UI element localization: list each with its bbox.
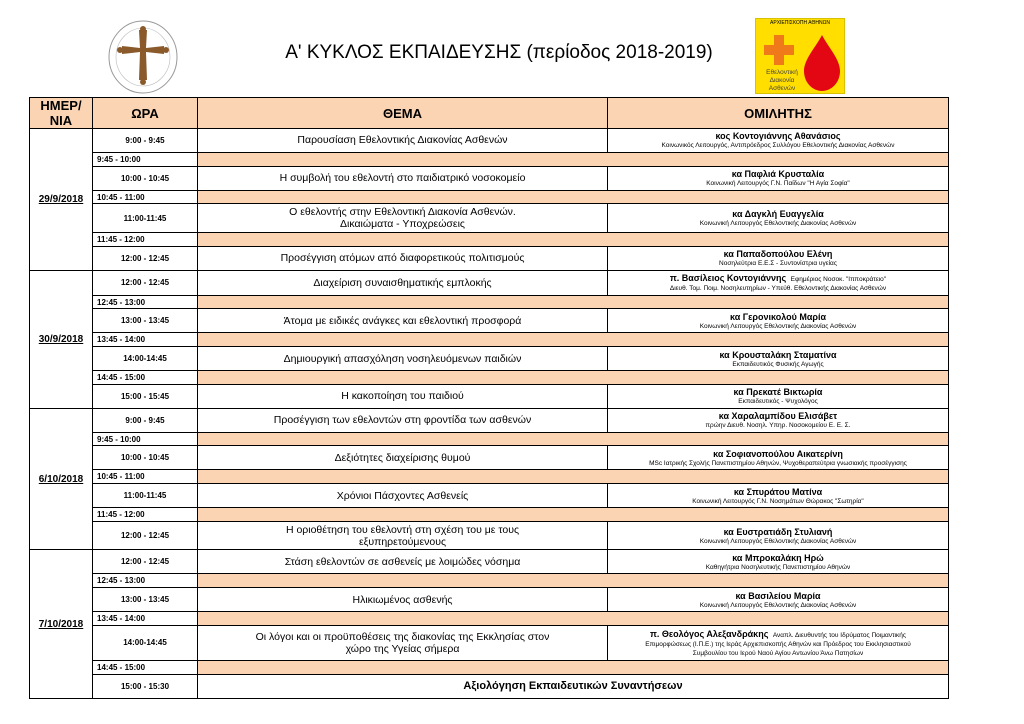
schedule-table [29,97,949,699]
theme-cell [198,484,608,508]
speaker-cell [608,408,949,432]
speaker-name: κα Χαραλαμπίδου Ελισάβετ [718,411,838,422]
break-fill-cell [198,295,949,309]
theme-text: Οι λόγοι και οι προϋποθέσεις της διακονίας της Εκκλησίας στον [255,630,550,643]
speaker-name-line [611,486,945,497]
session-row [30,347,949,371]
speaker-cell [608,204,949,233]
speaker-name-line [611,130,945,141]
day-date-cell: 29/9/2018 [30,129,93,271]
theme-text: Η οριοθέτηση του εθελοντή στη σχέση του με τους [285,523,520,536]
speaker-cell [608,588,949,612]
speaker-name-line [611,168,945,179]
speaker-name: κα Σοφιανοπούλου Αικατερίνη [713,448,843,459]
theme-text: Η κακοποίηση του παιδιού [341,390,464,403]
speaker-cell [608,550,949,574]
break-row [30,333,949,347]
speaker-role: Κοινωνική Λειτουργός Εθελοντικής Διακονίας Ασθενών [699,322,857,330]
time-cell: 12:00 - 12:45 [93,550,198,574]
break-fill-cell [198,152,949,166]
break-row [30,470,949,484]
speaker-role: Κοινωνική Λειτουργός Εθελοντικής Διακονίας Ασθενών [699,601,857,609]
session-row [30,246,949,270]
speaker-name: κα Κρουσταλάκη Σταματίνα [719,349,837,360]
speaker-name: κα Σπυράτου Ματίνα [733,486,823,497]
break-row [30,232,949,246]
day-date-cell: 30/9/2018 [30,270,93,408]
speaker-cell [608,246,949,270]
theme-text-line2: χώρο της Υγείας σήμερα [345,642,460,655]
session-row [30,129,949,153]
column-header-date: ΗΜΕΡ/ΝΙΑ [30,98,93,129]
theme-text: Προσέγγιση ατόμων από διαφορετικούς πολιτισμούς [280,252,525,265]
time-cell: 14:45 - 15:00 [93,661,198,675]
speaker-name-line [611,552,945,563]
speaker-name-line [611,526,945,537]
time-cell: 9:45 - 10:00 [93,152,198,166]
speaker-role: πρώην Διευθ. Νοσηλ. Υπηρ. Νοσοκομείου Ε. Ε. Σ. [705,422,851,430]
session-row [30,446,949,470]
break-row [30,152,949,166]
speaker-role: Εκπαιδευτικός - Ψυχολόγος [738,398,818,406]
speaker-role: Κοινωνικός Λειτουργός, Αντιπρόεδρος Συλλόγου Εθελοντικής Διακονίας Ασθενών [661,142,895,150]
session-row [30,384,949,408]
speaker-name-line [611,386,945,397]
break-fill-cell [198,508,949,522]
time-cell: 15:00 - 15:30 [93,674,198,698]
theme-cell [198,204,608,233]
speaker-name: π. Θεολόγος Αλεξανδράκης [650,628,769,639]
theme-text: Ο εθελοντής στην Εθελοντική Διακονία Ασθενών. [289,206,516,219]
theme-text: Δεξιότητες διαχείρισης θυμού [334,451,471,464]
volunteer-service-logo [755,18,845,94]
speaker-name: κα Γερονικολού Μαρία [730,311,826,322]
theme-cell [198,521,608,550]
time-cell: 12:00 - 12:45 [93,246,198,270]
break-fill-cell [198,432,949,446]
speaker-name-line [611,311,945,322]
session-row [30,408,949,432]
blood-drop-icon [804,35,840,91]
speaker-role: Νοσηλεύτρια Ε.Ε.Σ - Συντονίστρια υγείας [719,260,837,268]
speaker-name: κα Ευστρατιάδη Στυλιανή [723,526,833,537]
time-cell: 15:00 - 15:45 [93,384,198,408]
theme-text: Διαχείριση συναισθηματικής εμπλοκής [313,276,492,289]
time-cell: 9:00 - 9:45 [93,408,198,432]
theme-text: Ηλικιωμένος ασθενής [352,593,453,606]
day-date-cell: 7/10/2018 [30,550,93,699]
time-cell: 12:00 - 12:45 [93,270,198,295]
speaker-name-line [611,208,945,219]
time-cell: 14:00-14:45 [93,625,198,660]
speaker-name-line [611,272,945,284]
theme-cell [198,625,608,660]
speaker-cell [608,384,949,408]
theme-cell [198,550,608,574]
break-fill-cell [198,371,949,385]
session-row [30,674,949,698]
theme-cell [198,347,608,371]
theme-cell [198,408,608,432]
time-cell: 13:45 - 14:00 [93,612,198,626]
theme-text: Η συμβολή του εθελοντή στο παιδιατρικό νοσοκομείο [279,172,526,185]
time-cell: 12:45 - 13:00 [93,295,198,309]
theme-cell [198,129,608,153]
speaker-name-line [611,590,945,601]
page-title: Α' ΚΥΚΛΟΣ ΕΚΠΑΙΔΕΥΣΗΣ (περίοδος 2018-2019) [285,42,713,63]
break-fill-cell [198,574,949,588]
time-cell: 11:45 - 12:00 [93,232,198,246]
page-header [29,12,948,96]
time-cell: 14:00-14:45 [93,347,198,371]
speaker-name: κα Παπαδοπούλου Ελένη [723,249,833,260]
theme-text-line2: Δικαιώματα - Υποχρεώσεις [340,218,465,231]
speaker-cell [608,129,949,153]
break-row [30,661,949,675]
session-row [30,521,949,550]
session-row [30,204,949,233]
time-cell: 11:00-11:45 [93,204,198,233]
orange-cross-icon [764,35,794,65]
speaker-name: π. Βασίλειος Κοντογιάννης [669,273,787,284]
time-cell: 12:00 - 12:45 [93,521,198,550]
table-header-row [30,98,949,129]
theme-text: Προσέγγιση των εθελοντών στη φροντίδα των ασθενών [273,414,532,427]
speaker-name-line [611,248,945,259]
speaker-role: Επιμορφώσεως (Ι.Π.Ε.) της Ιεράς Αρχιεπισκοπής Αθηνών και Πρόεδρος του Εκκλησιαστικού [645,640,911,648]
time-cell: 9:45 - 10:00 [93,432,198,446]
time-cell: 10:00 - 10:45 [93,446,198,470]
time-cell: 13:45 - 14:00 [93,333,198,347]
time-cell: 14:45 - 15:00 [93,371,198,385]
break-row [30,574,949,588]
speaker-cell [608,309,949,333]
speaker-role: Κοινωνική Λειτουργός Γ.Ν. Παίδων "Η Αγία Σοφία" [706,180,850,188]
speaker-role: Εκπαιδευτικός Φυσικής Αγωγής [732,360,824,368]
theme-cell [198,384,608,408]
break-row [30,612,949,626]
schedule-body [30,129,949,699]
column-header-speaker: ΟΜΙΛΗΤΗΣ [608,98,949,129]
logo-caption: Εθελοντική Διακονία Ασθενών [766,69,798,92]
speaker-cell [608,521,949,550]
break-row [30,432,949,446]
speaker-name: κα Πρεκατέ Βικτωρία [733,387,823,398]
session-row [30,625,949,660]
speaker-name: κα Μπροκαλάκη Ηρώ [732,552,824,563]
speaker-cell [608,347,949,371]
theme-cell [198,446,608,470]
speaker-cell [608,166,949,190]
logo-archdiocese-label: ΑΡΧΙΕΠΙΣΚΟΠΗ ΑΘΗΝΩΝ [770,20,830,26]
speaker-name-line [611,349,945,360]
speaker-role: Κοινωνική Λειτουργός Εθελοντικής Διακονίας Ασθενών [699,220,857,228]
speaker-cell [608,270,949,295]
session-row [30,588,949,612]
theme-text: Δημιουργική απασχόληση νοσηλευόμενων παιδιών [283,352,522,365]
theme-text: Άτομα με ειδικές ανάγκες και εθελοντική προσφορά [283,314,522,327]
theme-cell [198,588,608,612]
speaker-name-line [611,448,945,459]
break-row [30,371,949,385]
break-fill-cell [198,232,949,246]
theme-cell [198,246,608,270]
speaker-role-inline: Εφημέριος Νοσοκ. "Ιπποκράτειο" [790,276,887,284]
time-cell: 13:00 - 13:45 [93,309,198,333]
speaker-role: Κοινωνική Λειτουργός Εθελοντικής Διακονίας Ασθενών [699,537,857,545]
theme-cell [198,270,608,295]
break-row [30,508,949,522]
speaker-role-line2: Συμβουλίου του Ιερού Ναού Αγίου Αντωνίου Άνω Πατησίων [692,649,864,657]
time-cell: 10:45 - 11:00 [93,470,198,484]
time-cell: 9:00 - 9:45 [93,129,198,153]
theme-text: Παρουσίαση Εθελοντικής Διακονίας Ασθενών [297,134,508,147]
time-cell: 13:00 - 13:45 [93,588,198,612]
break-fill-cell [198,333,949,347]
session-row [30,484,949,508]
speaker-name: κα Δαγκλή Ευαγγελία [732,209,824,220]
speaker-name: κος Κοντογιάννης Αθανάσιος [715,131,841,142]
time-cell: 11:00-11:45 [93,484,198,508]
break-fill-cell [198,612,949,626]
session-row [30,550,949,574]
break-row [30,295,949,309]
speaker-name-line [611,410,945,421]
archdiocese-seal-logo [106,18,180,96]
time-cell: 10:00 - 10:45 [93,166,198,190]
time-cell: 10:45 - 11:00 [93,190,198,204]
speaker-role: Κοινωνική Λειτουργός Γ.Ν. Νοσημάτων Θώρακος "Σωτηρία" [692,497,864,505]
speaker-name: κα Βασιλείου Μαρία [735,590,821,601]
theme-text: Χρόνιοι Πάσχοντες Ασθενείς [336,489,469,502]
speaker-role-inline: Αναπλ. Διευθυντής του Ιδρύματος Ποιμαντικής [772,631,906,639]
column-header-time: ΩΡΑ [93,98,198,129]
break-row [30,190,949,204]
break-fill-cell [198,190,949,204]
time-cell: 11:45 - 12:00 [93,508,198,522]
closing-session-cell: Αξιολόγηση Εκπαιδευτικών Συναντήσεων [198,674,949,698]
time-cell: 12:45 - 13:00 [93,574,198,588]
speaker-role: Διευθ. Τομ. Ποιμ. Νοσηλευτηρίων - Υπεύθ. Εθελοντικής Διακονίας Ασθενών [669,285,887,293]
theme-cell [198,166,608,190]
speaker-role: Καθηγήτρια Νοσηλευτικής Πανεπιστημίου Αθηνών [705,563,851,571]
speaker-cell [608,446,949,470]
column-header-theme: ΘΕΜΑ [198,98,608,129]
speaker-cell [608,484,949,508]
theme-text: Στάση εθελοντών σε ασθενείς με λοιμώδες νόσημα [284,555,521,568]
session-row [30,166,949,190]
break-fill-cell [198,470,949,484]
break-fill-cell [198,661,949,675]
session-row [30,309,949,333]
speaker-name-line [611,628,945,640]
speaker-name: κα Παφλιά Κρυσταλία [731,169,825,180]
theme-text-line2: εξυπηρετούμενους [358,535,447,548]
session-row [30,270,949,295]
speaker-cell [608,625,949,660]
speaker-role: MSc Ιατρικής Σχολής Πανεπιστημίου Αθηνών, Ψυχοθεραπεύτρια γνωσιακής προσέγγισης [649,459,907,467]
day-date-cell: 6/10/2018 [30,408,93,550]
theme-cell [198,309,608,333]
